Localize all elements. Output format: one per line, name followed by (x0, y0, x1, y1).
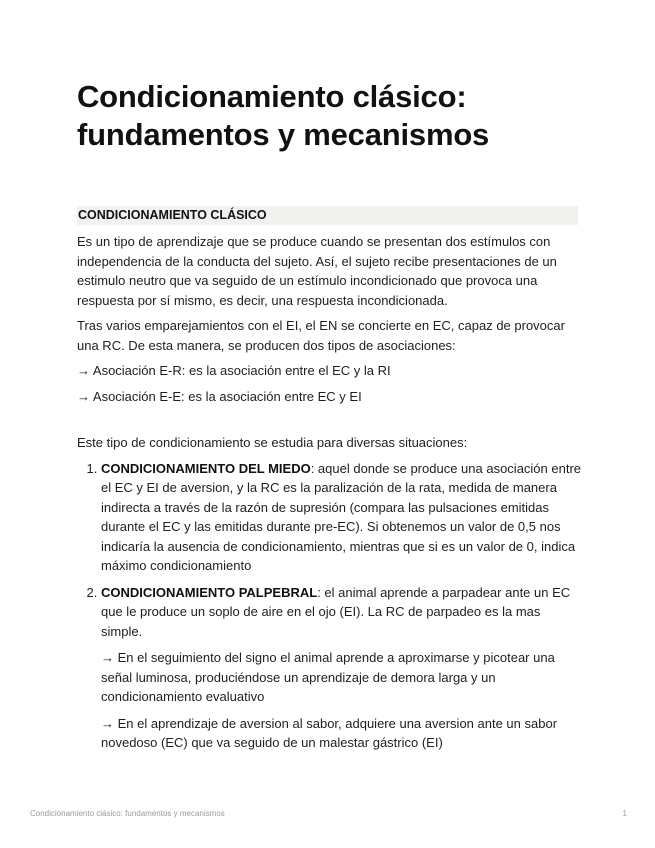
association-ee: → Asociación E-E: es la asociación entre EC y EI (77, 388, 362, 404)
spacer (77, 412, 582, 433)
footer-page-number: 1 (622, 809, 627, 818)
section-heading: CONDICIONAMIENTO CLÁSICO (77, 206, 578, 225)
list-item-label: CONDICIONAMIENTO DEL MIEDO (101, 460, 311, 476)
paragraph-situations: Este tipo de condicionamiento se estudia para diversas situaciones: (77, 435, 468, 450)
situations-list (77, 459, 582, 753)
list-item-text: : el animal aprende a parpadear ante un EC que le produce un soplo de aire en el ojo (EI). La RC de parpadeo es la mas simple. (101, 584, 571, 639)
list-item-palpebral (101, 583, 582, 753)
list-item-note-signo: → En el seguimiento del signo el animal aprende a aproximarse y picotear una señal luminosa, produciéndose un aprendizaje de demora larga y un condicionamiento evaluativo (101, 650, 555, 704)
page-title: Condicionamiento clásico: fundamentos y mecanismos (77, 79, 490, 152)
association-er: → Asociación E-R: es la asociación entre el EC y la RI (77, 363, 391, 378)
document-body (77, 232, 582, 760)
footer-title: Condicionamiento clásico: fundamentos y mecanismos (30, 809, 225, 818)
list-item-text: : aquel donde se produce una asociación entre el EC y EI de aversion, y la RC es la paralización de la rata, medida de manera indirecta a través de la razón de supresión (compara las pulsaciones emitidas durante el EC y las emitidas durante pre-EC). Si obtenemos un valor de 0,5 nos indicaría la ausencia de condicionamiento, mientras que si es un valor de 0, indica máximo condicionamiento (101, 460, 582, 573)
list-item-miedo (101, 459, 582, 576)
paragraph-associations: Tras varios emparejamientos con el EI, el EN se concierte en EC, capaz de provocar una RC. De esta manera, se producen dos tipos de asociaciones: (77, 318, 565, 353)
list-item-note-sabor: → En el aprendizaje de aversion al sabor, adquiere una aversion ante un sabor novedoso (EC) que va seguido de un malestar gástrico (EI) (101, 715, 558, 750)
paragraph-definition: Es un tipo de aprendizaje que se produce cuando se presentan dos estímulos con independencia de la conducta del sujeto. Así, el sujeto recibe presentaciones de un estimulo neutro que va seguido de un estímulo incondicionado que provoca una respuesta por sí mismo, es decir, una respuesta incondicionada. (77, 234, 557, 308)
list-item-label: CONDICIONAMIENTO PALPEBRAL (101, 584, 318, 600)
